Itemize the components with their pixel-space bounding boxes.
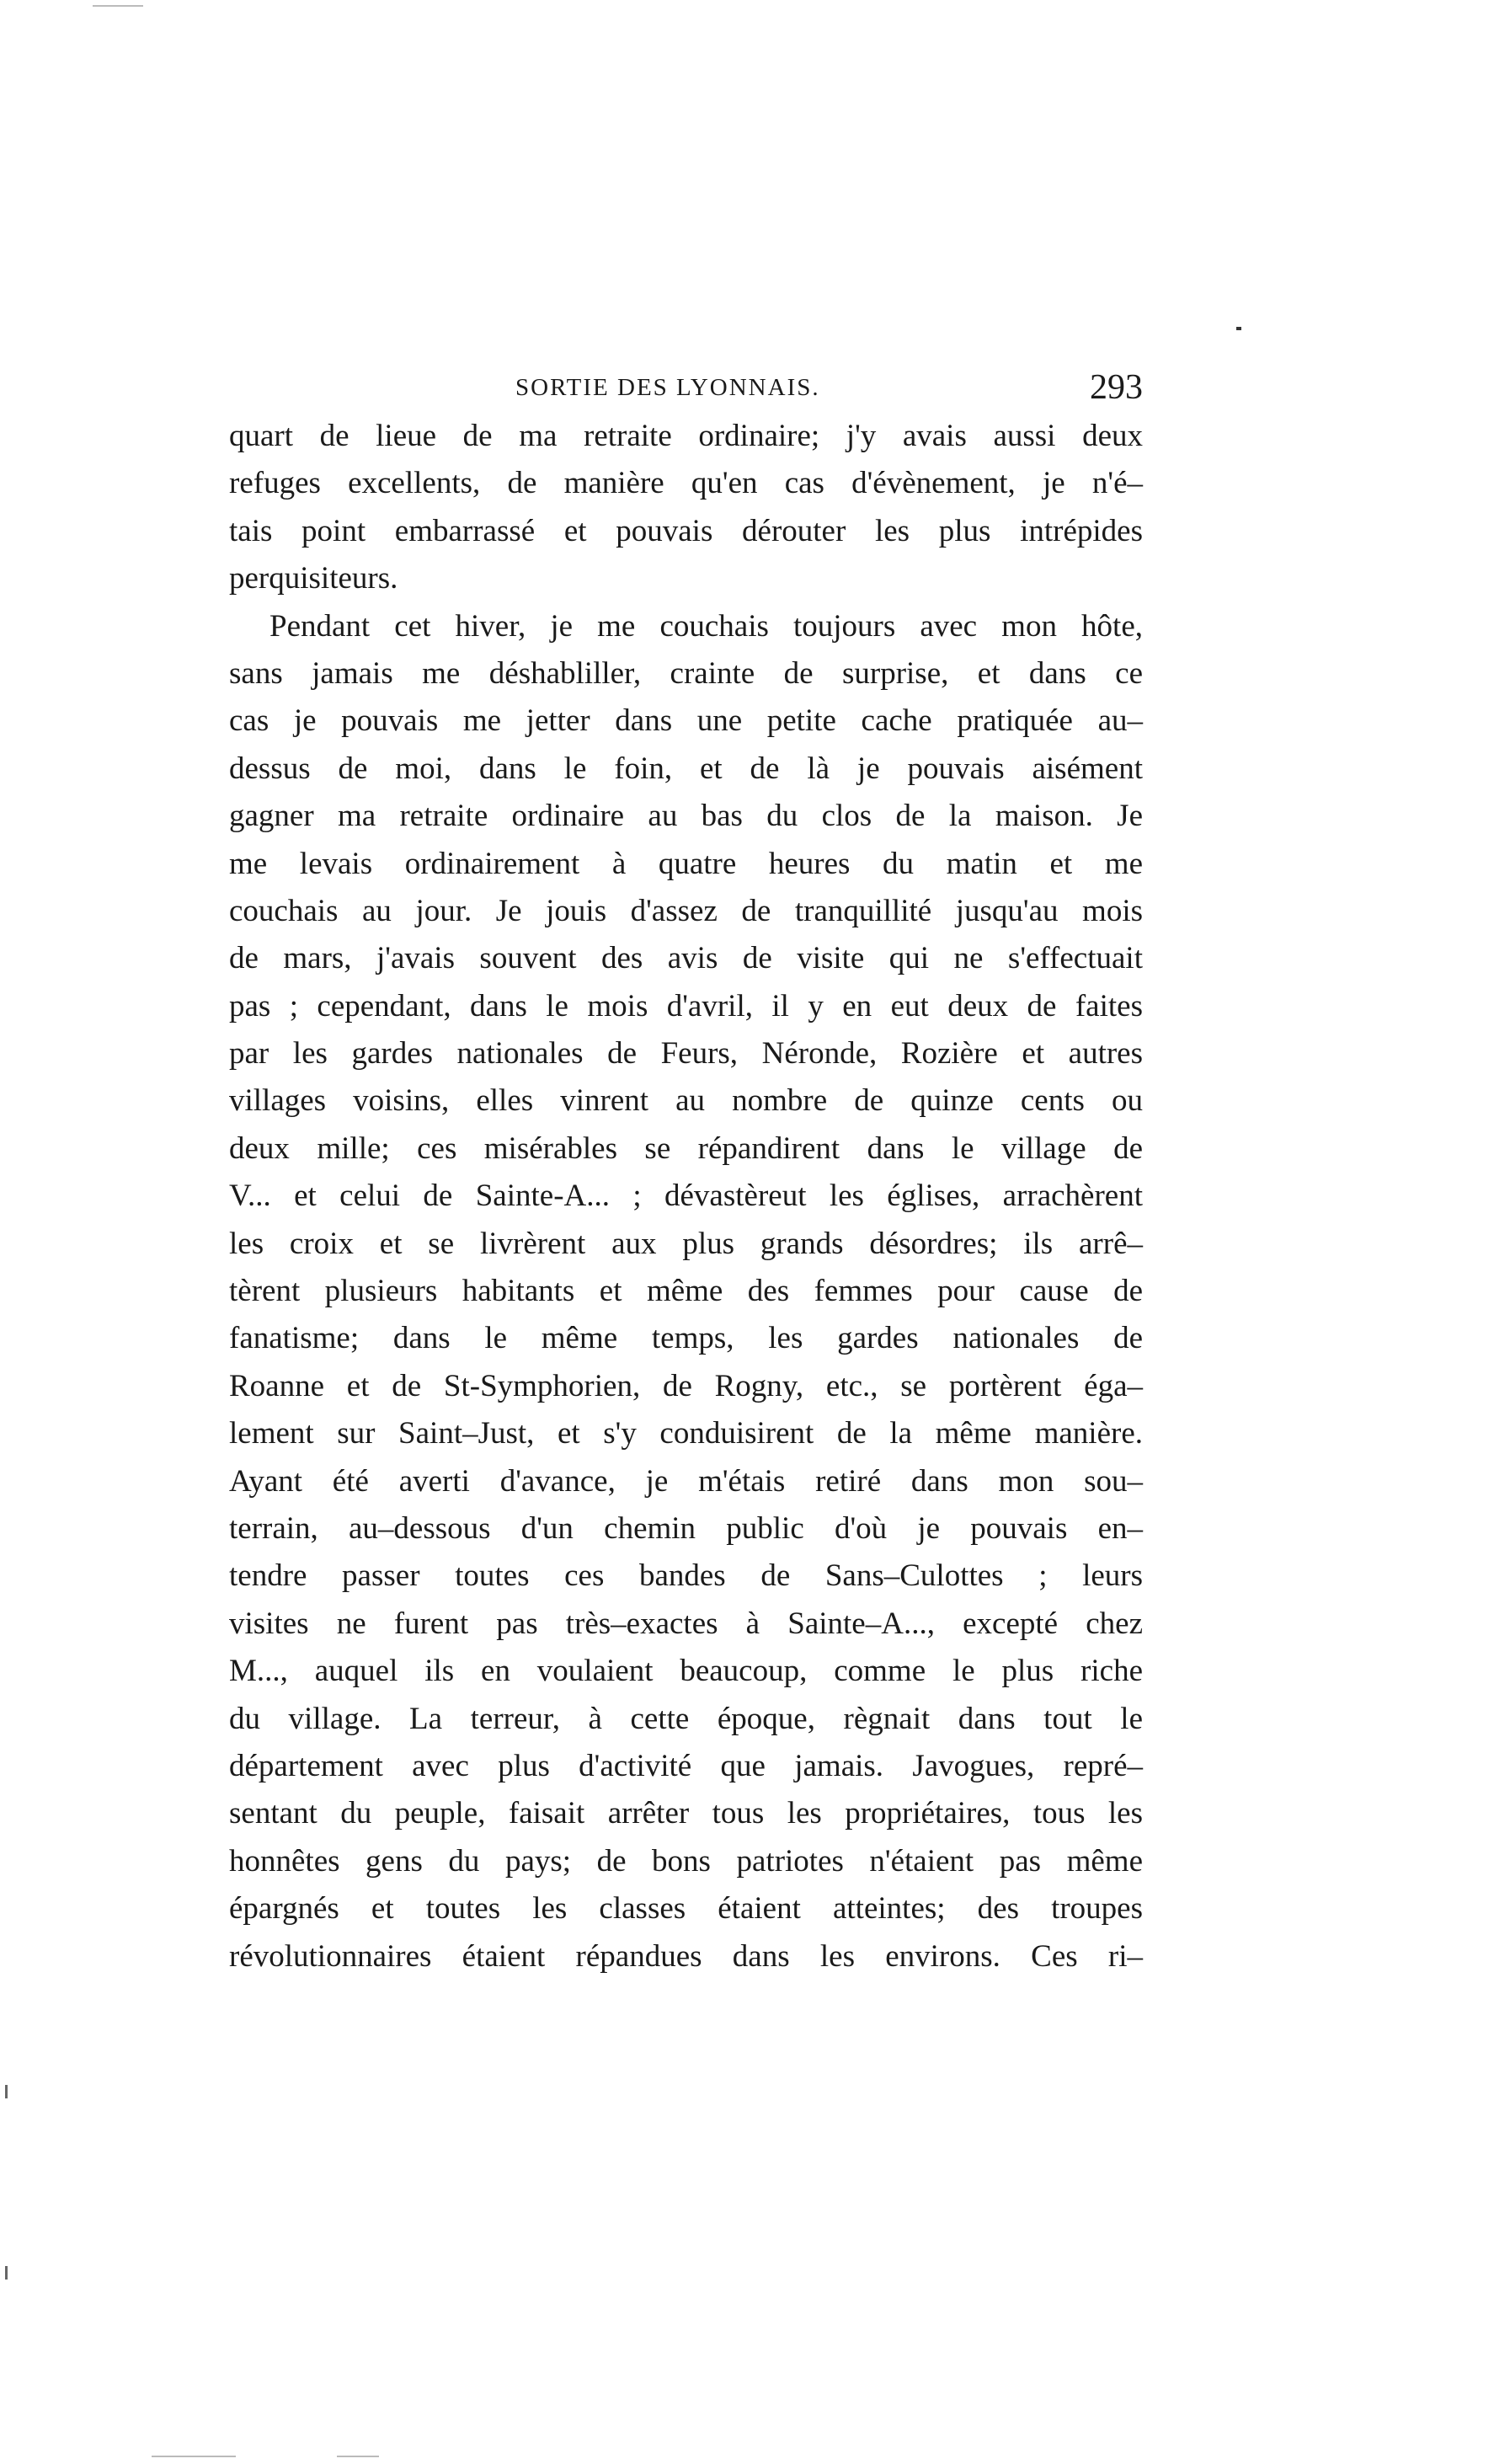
text-line: dessus de moi, dans le foin, et de là je pouvais aisément xyxy=(229,751,1143,786)
text-line: tèrent plusieurs habitants et même des femmes pour cause de xyxy=(229,1274,1143,1309)
scan-mark xyxy=(337,2456,379,2457)
text-line: Pendant cet hiver, je me couchais toujours avec mon hôte, xyxy=(269,608,1143,644)
scan-mark xyxy=(5,2085,8,2098)
text-line: tendre passer toutes ces bandes de Sans–Culottes ; leurs xyxy=(229,1558,1143,1594)
text-line: tais point embarrassé et pouvais dérouter les plus intrépides xyxy=(229,513,1143,548)
text-line: par les gardes nationales de Feurs, Néronde, Rozière et autres xyxy=(229,1036,1143,1072)
text-line: villages voisins, elles vinrent au nombre de quinze cents ou xyxy=(229,1083,1143,1119)
text-line: me levais ordinairement à quatre heures du matin et me xyxy=(229,846,1143,881)
text-line: de mars, j'avais souvent des avis de visite qui ne s'effectuait xyxy=(229,941,1143,976)
text-line: quart de lieue de ma retraite ordinaire; j'y avais aussi deux xyxy=(229,419,1143,453)
text-line: département avec plus d'activité que jamais. Javogues, repré– xyxy=(229,1748,1143,1783)
text-line: gagner ma retraite ordinaire au bas du clos de la maison. Je xyxy=(229,799,1143,834)
scan-mark xyxy=(5,2266,8,2280)
text-line: terrain, au–dessous d'un chemin public d'où je pouvais en– xyxy=(229,1510,1143,1546)
text-line: révolutionnaires étaient répandues dans les environs. Ces ri– xyxy=(229,1938,1143,1974)
text-line: lement sur Saint–Just, et s'y conduisirent de la même manière. xyxy=(229,1416,1143,1451)
text-line: épargnés et toutes les classes étaient atteintes; des troupes xyxy=(229,1891,1143,1927)
text-line: fanatisme; dans le même temps, les gardes nationales de xyxy=(229,1321,1143,1356)
text-line: deux mille; ces misérables se répandirent dans le village de xyxy=(229,1130,1143,1166)
running-title: SORTIE DES LYONNAIS. xyxy=(515,374,820,401)
text-line: sentant du peuple, faisait arrêter tous les propriétaires, tous les xyxy=(229,1796,1143,1831)
text-line: refuges excellents, de manière qu'en cas d'évènement, je n'é– xyxy=(229,466,1143,501)
text-line: du village. La terreur, à cette époque, règnait dans tout le xyxy=(229,1701,1143,1736)
text-line: cas je pouvais me jetter dans une petite cache pratiquée au– xyxy=(229,703,1143,739)
page-number: 293 xyxy=(1090,368,1143,407)
text-line: visites ne furent pas très–exactes à Sainte–A..., excepté chez xyxy=(229,1606,1143,1641)
running-head xyxy=(229,362,1143,413)
scan-mark xyxy=(93,5,143,7)
text-line: les croix et se livrèrent aux plus grands désordres; ils arrê– xyxy=(229,1226,1143,1261)
scan-mark xyxy=(152,2456,236,2457)
scan-mark xyxy=(1236,327,1241,330)
text-line: V... et celui de Sainte-A... ; dévastèreut les églises, arrachèrent xyxy=(229,1179,1143,1214)
text-line: honnêtes gens du pays; de bons patriotes n'étaient pas même xyxy=(229,1843,1143,1879)
text-line: perquisiteurs. xyxy=(229,561,398,596)
text-line: Ayant été averti d'avance, je m'étais retiré dans mon sou– xyxy=(229,1463,1143,1499)
text-line: pas ; cependant, dans le mois d'avril, il y en eut deux de faites xyxy=(229,988,1143,1024)
text-line: Roanne et de St-Symphorien, de Rogny, etc., se portèrent éga– xyxy=(229,1368,1143,1403)
text-line: couchais au jour. Je jouis d'assez de tranquillité jusqu'au mois xyxy=(229,893,1143,928)
body-text xyxy=(229,413,1143,1980)
text-line: M..., auquel ils en voulaient beaucoup, comme le plus riche xyxy=(229,1654,1143,1689)
text-line: sans jamais me déshabliller, crainte de surprise, et dans ce xyxy=(229,655,1143,691)
